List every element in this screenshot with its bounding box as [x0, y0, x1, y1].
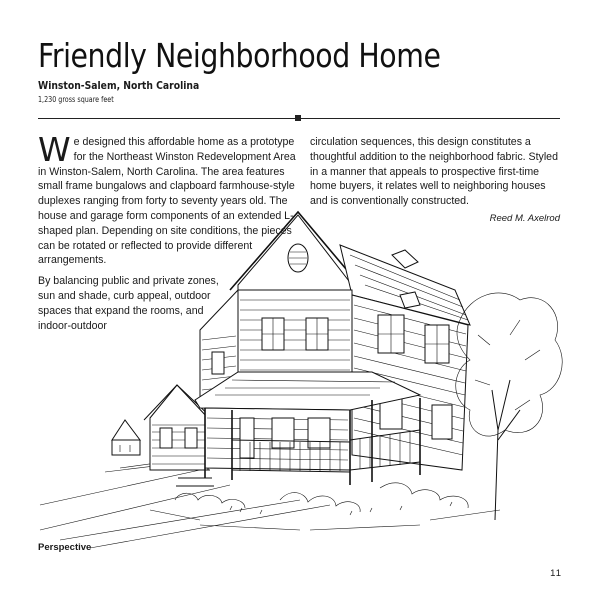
text-column-right [310, 135, 562, 209]
text-column-left [38, 130, 300, 339]
page-number: 11 [550, 568, 562, 579]
project-area: 1,230 gross square feet [38, 95, 114, 104]
author-credit: Reed M. Axelrod [489, 213, 560, 224]
paragraph-2: By balancing public and private zones, sun and shade, curb appeal, outdoor spaces that expand the rooms, and indoor-outdoor [38, 275, 219, 332]
page-title: Friendly Neighborhood Home [38, 36, 441, 75]
paragraph-3: circulation sequences, this design constitutes a thoughtful addition to the neighborhood fabric. Styled in a manner that appeals to prospective first-time home buyers, it relates well to neighboring houses and is conventionally constructed. [310, 136, 558, 208]
project-location: Winston-Salem, North Carolina [38, 80, 200, 92]
figure-caption: Perspective [38, 542, 92, 553]
drop-cap: W [38, 130, 71, 169]
paragraph-1 [38, 130, 300, 268]
paragraph-1-text: e designed this affordable home as a prototype for the Northeast Winston Redevelopment Area in Winston-Salem, North Carolina. The area features small frame bungalows and clapboard farmhouse-style duplexes ranging from forty to seventy years old. The house and garage form components of an extended L-shaped plan. Depending on site conditions, the pieces can be rotated or reflected to provide different arrangements. [38, 136, 296, 267]
